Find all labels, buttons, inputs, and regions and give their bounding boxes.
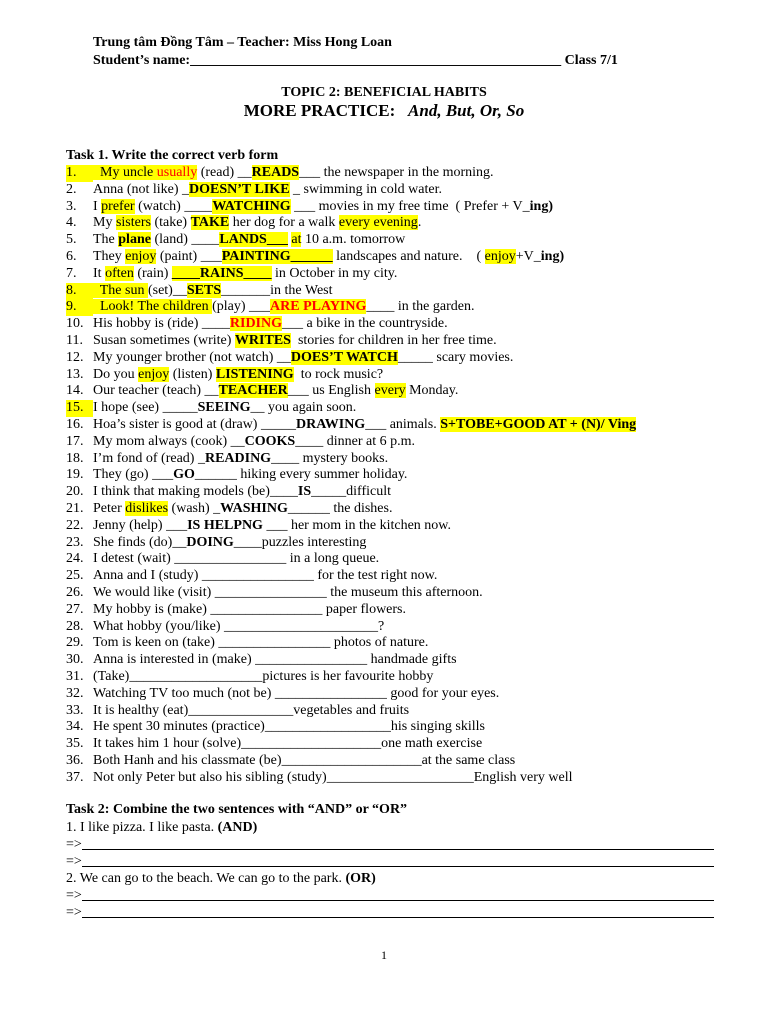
- item-text: [93, 501, 392, 518]
- answer-text: IS HELPNG: [187, 517, 263, 533]
- answer-arrow: =>: [66, 905, 82, 920]
- item-segment: ____ in the garden.: [366, 299, 475, 315]
- item-segment: dislikes: [125, 500, 169, 516]
- item-segment: in October in my city.: [271, 265, 398, 281]
- item-text: [93, 669, 433, 686]
- item-text: [93, 165, 494, 182]
- item-segment: enjoy: [484, 248, 516, 264]
- item-number: 6.: [66, 248, 77, 264]
- item-segment: I’m fond of (read) _: [93, 450, 205, 466]
- item-number: 35.: [66, 736, 84, 752]
- item-segment: ____puzzles interesting: [233, 534, 367, 550]
- item-segment: My uncle: [93, 165, 157, 180]
- task2-q1-hint: (AND): [217, 820, 258, 835]
- answer-text: ARE PLAYING: [270, 299, 367, 315]
- item-segment: .: [417, 215, 422, 231]
- answer-text: S+TOBE+GOOD AT + (N)/ Ving: [440, 416, 637, 432]
- item-text: [93, 283, 333, 300]
- item-segment: Susan sometimes (write): [93, 332, 235, 348]
- task1-item: [66, 669, 746, 686]
- task1-item: [66, 602, 746, 619]
- task1-item: [66, 451, 746, 468]
- topic-title: TOPIC 2: BENEFICIAL HABITS: [281, 85, 487, 100]
- item-segment: I hope (see) _____: [93, 400, 198, 416]
- item-segment: ___ her mom in the kitchen now.: [262, 517, 452, 533]
- item-number: 27.: [66, 601, 84, 617]
- task1-item: [66, 484, 746, 501]
- task1-item: [66, 232, 746, 249]
- item-segment: My hobby is (make) ________________ paper flowers.: [93, 601, 407, 617]
- task1-item: [66, 350, 746, 367]
- item-number: 29.: [66, 635, 84, 651]
- item-segment: It is healthy (eat)_______________vegetables and fruits: [93, 702, 410, 718]
- item-segment: ____ dinner at 6 p.m.: [295, 433, 415, 449]
- item-segment: landscapes and nature. (: [332, 248, 485, 264]
- task1-item: [66, 400, 746, 417]
- item-text: [93, 635, 428, 652]
- task1-item-list: [66, 165, 746, 786]
- item-segment: +V_: [515, 248, 541, 264]
- item-segment: _ swimming in cold water.: [289, 181, 442, 197]
- item-text: [93, 199, 553, 216]
- item-segment: (watch) ____: [134, 198, 213, 214]
- item-segment: Tom is keen on (take) ________________ photos of nature.: [93, 635, 429, 651]
- item-segment: (read) __: [197, 165, 252, 180]
- item-segment: prefer: [101, 198, 135, 214]
- item-segment: (play) ___: [212, 299, 271, 315]
- item-segment: Peter: [93, 500, 126, 516]
- item-segment: _______in the West: [221, 282, 333, 298]
- item-text: [93, 316, 448, 333]
- task1-item: [66, 199, 746, 216]
- item-text: [93, 333, 497, 350]
- task1-item: [66, 585, 746, 602]
- item-text: [93, 182, 442, 199]
- answer-text: ____RAINS____: [171, 265, 272, 281]
- item-number: 26.: [66, 584, 84, 600]
- task1-item: [66, 736, 746, 753]
- item-segment: her dog for a walk: [229, 215, 339, 231]
- task1-item: [66, 383, 746, 400]
- item-text: [93, 383, 458, 400]
- item-number: 13.: [66, 366, 84, 382]
- item-number: 4.: [66, 215, 77, 231]
- item-segment: to rock music?: [293, 366, 384, 382]
- item-number: 22.: [66, 517, 84, 533]
- item-text: [93, 585, 483, 602]
- task1-item: [66, 367, 746, 384]
- item-segment: ___ the newspaper in the morning.: [299, 165, 494, 180]
- item-segment: Do you: [93, 366, 139, 382]
- answer-arrow: =>: [66, 888, 82, 903]
- task1-item: [66, 518, 746, 535]
- task2-answer-line[interactable]: [66, 853, 714, 870]
- item-number: 9.: [66, 299, 93, 316]
- task1-item: [66, 753, 746, 770]
- answer-rule: [82, 853, 714, 867]
- item-segment: (listen): [169, 366, 216, 382]
- answer-text: DOES’T WATCH: [290, 349, 398, 365]
- item-number: 2.: [66, 181, 77, 197]
- student-name-line: [93, 52, 618, 69]
- item-text: [93, 703, 409, 720]
- item-segment: ___ animals.: [365, 416, 441, 432]
- more-practice-words: And, But, Or, So: [408, 101, 525, 120]
- item-segment: He spent 30 minutes (practice)__________________his singing skills: [93, 719, 485, 735]
- item-text: [93, 467, 407, 484]
- item-segment: They: [93, 248, 126, 264]
- item-segment: at: [291, 232, 302, 248]
- answer-rule: [82, 836, 714, 850]
- item-number: 37.: [66, 769, 84, 785]
- item-text: [93, 215, 421, 232]
- task1-item: [66, 165, 746, 182]
- task1-item: [66, 215, 746, 232]
- item-number: 8.: [66, 283, 93, 300]
- item-segment: ___ a bike in the countryside.: [282, 316, 448, 332]
- answer-text: WRITES: [234, 332, 291, 348]
- task1-item: [66, 619, 746, 636]
- task1-item: [66, 686, 746, 703]
- item-number: 15.: [66, 400, 93, 417]
- item-segment: His hobby is (ride) ____: [93, 316, 230, 332]
- item-number: 24.: [66, 551, 84, 567]
- more-practice-prefix: MORE PRACTICE:: [243, 101, 396, 120]
- item-segment: often: [105, 265, 134, 281]
- item-text: [93, 770, 572, 787]
- item-text: [93, 736, 482, 753]
- item-segment: I: [93, 198, 102, 214]
- page-number: 1: [381, 948, 387, 962]
- answer-text: LANDS___: [219, 232, 288, 248]
- item-number: 7.: [66, 265, 77, 281]
- item-segment: __ you again soon.: [250, 400, 357, 416]
- task2-question-1: [66, 819, 257, 836]
- answer-text: TEACHER: [218, 383, 288, 399]
- task2-q2-hint: (OR): [345, 871, 376, 886]
- item-segment: Watching TV too much (not be) ________________ good for your eyes.: [93, 685, 500, 701]
- item-number: 11.: [66, 332, 83, 348]
- task2-q2-text: 2. We can go to the beach. We can go to the park.: [66, 871, 346, 886]
- item-segment: enjoy: [125, 248, 157, 264]
- item-number: 3.: [66, 198, 77, 214]
- item-segment: Both Hanh and his classmate (be)____________________at the same class: [93, 752, 516, 768]
- item-text: [93, 249, 564, 266]
- more-practice-title: [0, 101, 768, 121]
- item-number: 1.: [66, 165, 93, 182]
- answer-rule: [82, 887, 714, 901]
- class-label: Class 7/1: [561, 53, 618, 68]
- task2-answer-line[interactable]: [66, 887, 714, 904]
- item-number: 20.: [66, 484, 84, 500]
- item-segment: _____difficult: [311, 484, 391, 500]
- item-text: [93, 686, 499, 703]
- task2-q1-text: 1. I like pizza. I like pasta.: [66, 820, 218, 835]
- answer-text: WATCHING: [212, 198, 291, 214]
- item-number: 5.: [66, 232, 77, 248]
- item-number: 17.: [66, 433, 84, 449]
- item-segment: My younger brother (not watch) __: [93, 349, 291, 365]
- item-segment: Not only Peter but also his sibling (study)_____________________English very well: [93, 769, 573, 785]
- answer-text: DOESN’T LIKE: [189, 181, 290, 197]
- item-number: 31.: [66, 668, 84, 684]
- task1-item: [66, 266, 746, 283]
- item-segment: Our teacher (teach) __: [93, 383, 219, 399]
- item-text: [93, 652, 457, 669]
- item-text: [93, 619, 384, 636]
- item-number: 36.: [66, 752, 84, 768]
- item-text: [93, 400, 356, 417]
- item-segment: Anna (not like) _: [93, 181, 190, 197]
- answer-text: plane: [118, 232, 151, 248]
- task2-question-2: [66, 870, 376, 887]
- item-segment: ___ movies in my free time ( Prefer + V_: [290, 198, 530, 214]
- answer-arrow: =>: [66, 854, 82, 869]
- task1-item: [66, 770, 746, 787]
- answer-text: SETS: [186, 282, 222, 298]
- item-text: [93, 266, 397, 283]
- item-segment: (land) ____: [150, 232, 220, 248]
- item-number: 34.: [66, 719, 84, 735]
- answer-text: RIDING: [229, 316, 283, 332]
- answer-text: IS: [297, 484, 312, 500]
- item-segment: Hoa’s sister is good at (draw) _____: [93, 416, 296, 432]
- item-number: 19.: [66, 467, 84, 483]
- item-text: [93, 602, 406, 619]
- item-segment: every: [374, 383, 406, 399]
- item-segment: It: [93, 265, 106, 281]
- answer-text: READING: [204, 450, 272, 466]
- item-segment: My mom always (cook) __: [93, 433, 245, 449]
- item-segment: 10 a.m. tomorrow: [301, 232, 406, 248]
- answer-text: DOING: [186, 534, 234, 550]
- item-number: 33.: [66, 702, 84, 718]
- item-text: [93, 232, 405, 249]
- task1-item: [66, 635, 746, 652]
- item-segment: My: [93, 215, 116, 231]
- item-number: 16.: [66, 416, 84, 432]
- task1-item: [66, 568, 746, 585]
- item-text: [93, 719, 485, 736]
- answer-rule: [82, 904, 714, 918]
- task1-item: [66, 703, 746, 720]
- item-segment: (Take)___________________pictures is her favourite hobby: [93, 668, 434, 684]
- item-segment: ____ mystery books.: [271, 450, 389, 466]
- answer-text: PAINTING______: [221, 248, 333, 264]
- item-text: [93, 434, 415, 451]
- item-segment: They (go) ___: [93, 467, 174, 483]
- item-segment: The: [93, 232, 119, 248]
- worksheet-header: [93, 34, 618, 69]
- answer-text: WASHING: [220, 500, 288, 516]
- task1-item: [66, 182, 746, 199]
- item-segment: It takes him 1 hour (solve)____________________one math exercise: [93, 736, 483, 752]
- item-text: [93, 518, 451, 535]
- answer-arrow: =>: [66, 837, 82, 852]
- item-text: [93, 753, 515, 770]
- item-segment: Anna is interested in (make) ________________ handmade gifts: [93, 652, 457, 668]
- item-segment: sisters: [115, 215, 151, 231]
- item-segment: She finds (do)__: [93, 534, 187, 550]
- item-text: [93, 551, 379, 568]
- item-text: [93, 484, 391, 501]
- item-segment: Jenny (help) ___: [93, 517, 188, 533]
- answer-text: GO: [173, 467, 195, 483]
- item-segment: The sun: [93, 282, 148, 298]
- item-segment: (paint) ___: [156, 248, 222, 264]
- item-segment: I detest (wait) ________________ in a long queue.: [93, 551, 380, 567]
- task1-item: [66, 434, 746, 451]
- task1-item: [66, 417, 746, 434]
- item-segment: ______ hiking every summer holiday.: [194, 467, 408, 483]
- item-segment: I think that making models (be)____: [93, 484, 298, 500]
- task1-item: [66, 719, 746, 736]
- item-number: 30.: [66, 652, 84, 668]
- task1-item: [66, 333, 746, 350]
- task2-answer-line[interactable]: [66, 836, 714, 853]
- answer-text: SEEING: [197, 400, 251, 416]
- item-segment: We would like (visit) ________________ the museum this afternoon.: [93, 584, 483, 600]
- item-segment: _____ scary movies.: [397, 349, 514, 365]
- item-text: [93, 568, 437, 585]
- student-name-label: Student’s name:: [93, 53, 191, 68]
- task2-answer-line[interactable]: [66, 904, 714, 921]
- answer-text: ing): [529, 198, 553, 214]
- task1-item: [66, 316, 746, 333]
- item-text: [93, 367, 383, 384]
- item-segment: (set)__: [147, 282, 187, 298]
- task2-title: Task 2: Combine the two sentences with “AND” or “OR”: [66, 802, 408, 817]
- task1-item: [66, 467, 746, 484]
- item-segment: Look! The children: [93, 299, 213, 315]
- item-number: 12.: [66, 349, 84, 365]
- center-teacher-line: Trung tâm Đồng Tâm – Teacher: Miss Hong Loan: [93, 35, 392, 50]
- item-text: [93, 535, 366, 552]
- task1-title: Task 1. Write the correct verb form: [66, 148, 279, 163]
- task1-item: [66, 501, 746, 518]
- answer-text: ing): [540, 248, 565, 264]
- item-number: 25.: [66, 568, 84, 584]
- answer-text: DRAWING: [295, 416, 366, 432]
- task1-item: [66, 249, 746, 266]
- item-text: [93, 350, 513, 367]
- task1-item: [66, 283, 746, 300]
- item-segment: Anna and I (study) ________________ for the test right now.: [93, 568, 438, 584]
- item-number: 32.: [66, 685, 84, 701]
- item-segment: (rain): [133, 265, 172, 281]
- item-number: 28.: [66, 618, 84, 634]
- item-text: [93, 299, 474, 316]
- student-name-blank: _____________________________________________________: [190, 53, 562, 68]
- task1-item: [66, 535, 746, 552]
- task1-item: [66, 299, 746, 316]
- item-number: 18.: [66, 450, 84, 466]
- item-number: 21.: [66, 500, 84, 516]
- item-text: [93, 417, 636, 434]
- task1-item: [66, 652, 746, 669]
- item-segment: every evening: [338, 215, 418, 231]
- item-segment: Monday.: [405, 383, 459, 399]
- answer-text: LISTENING: [215, 366, 294, 382]
- answer-text: COOKS: [244, 433, 296, 449]
- item-segment: ______ the dishes.: [287, 500, 393, 516]
- item-segment: enjoy: [138, 366, 170, 382]
- item-number: 14.: [66, 383, 84, 399]
- item-segment: usually: [156, 165, 198, 180]
- item-number: 23.: [66, 534, 84, 550]
- answer-text: READS: [251, 165, 300, 180]
- item-segment: (wash) _: [168, 500, 221, 516]
- item-segment: (take): [150, 215, 191, 231]
- item-segment: stories for children in her free time.: [290, 332, 497, 348]
- answer-text: TAKE: [190, 215, 230, 231]
- item-segment: What hobby (you/like) ______________________?: [93, 618, 385, 634]
- item-segment: ___ us English: [287, 383, 375, 399]
- item-text: [93, 451, 388, 468]
- task1-item: [66, 551, 746, 568]
- item-number: 10.: [66, 316, 84, 332]
